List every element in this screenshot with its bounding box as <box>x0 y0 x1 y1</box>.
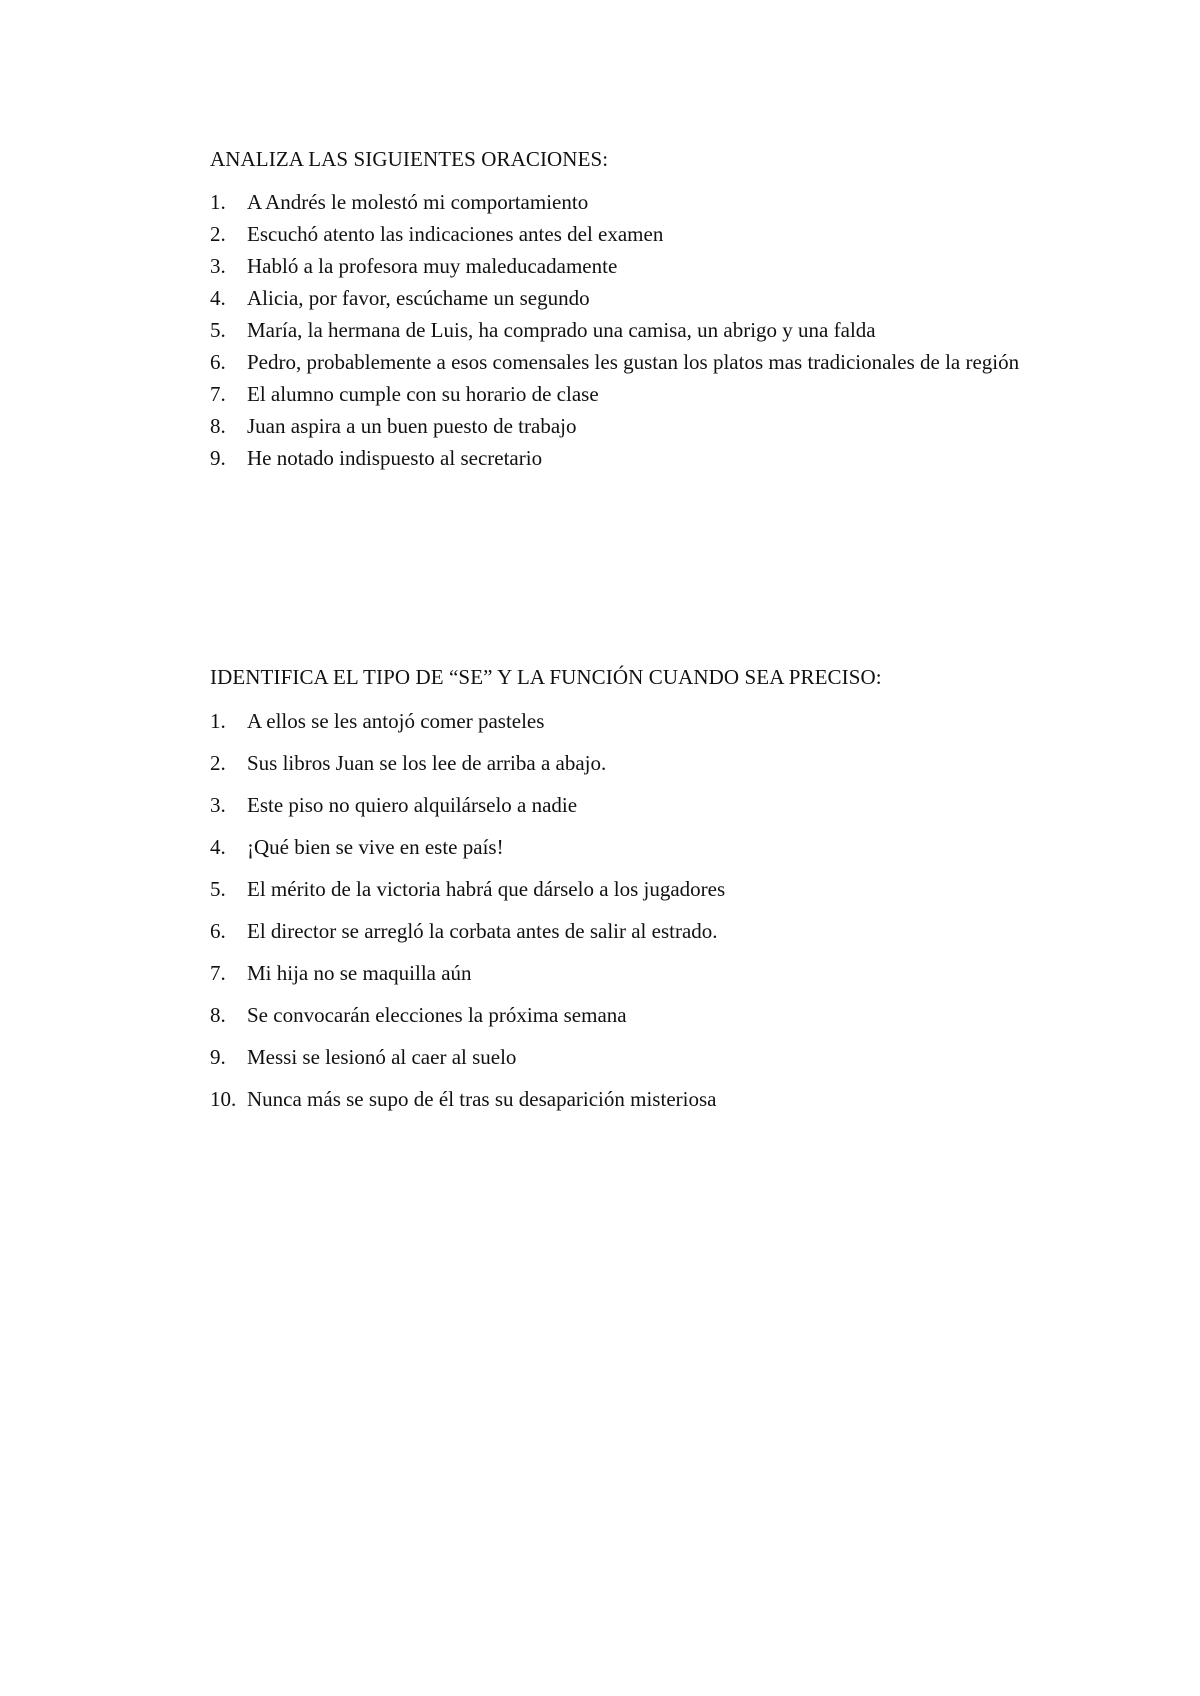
list-item <box>210 410 1070 442</box>
list-item <box>210 708 1070 734</box>
item-number: 4. <box>210 286 226 310</box>
item-number: 6. <box>210 350 226 374</box>
item-text: María, la hermana de Luis, ha comprado una camisa, un abrigo y una falda <box>247 318 876 342</box>
item-text: Nunca más se supo de él tras su desaparición misteriosa <box>247 1087 717 1111</box>
item-text: A ellos se les antojó comer pasteles <box>247 709 545 733</box>
se-identification-section <box>210 664 1070 1128</box>
item-text: El mérito de la victoria habrá que dárselo a los jugadores <box>247 877 726 901</box>
list-item <box>210 346 1070 378</box>
list-item <box>210 218 1070 250</box>
item-text: Pedro, probablemente a esos comensales les gustan los platos mas tradicionales de la región <box>247 350 1020 374</box>
item-number: 8. <box>210 414 226 438</box>
item-text: Habló a la profesora muy maleducadamente <box>247 254 618 278</box>
item-number: 4. <box>210 835 226 859</box>
item-number: 6. <box>210 919 226 943</box>
item-number: 5. <box>210 877 226 901</box>
se-identification-list <box>210 708 1070 1112</box>
item-text: Alicia, por favor, escúchame un segundo <box>247 286 590 310</box>
item-text: Messi se lesionó al caer al suelo <box>247 1045 517 1069</box>
list-item <box>210 792 1070 818</box>
item-number: 8. <box>210 1003 226 1027</box>
item-number: 5. <box>210 318 226 342</box>
item-text: Mi hija no se maquilla aún <box>247 961 472 985</box>
item-text: A Andrés le molestó mi comportamiento <box>247 190 589 214</box>
list-item <box>210 918 1070 944</box>
item-text: Juan aspira a un buen puesto de trabajo <box>247 414 577 438</box>
item-number: 2. <box>210 751 226 775</box>
list-item <box>210 186 1070 218</box>
item-number: 1. <box>210 190 226 214</box>
item-number: 7. <box>210 961 226 985</box>
se-identification-heading: IDENTIFICA EL TIPO DE “SE” Y LA FUNCIÓN CUANDO SEA PRECISO: <box>210 665 882 689</box>
item-text: Escuchó atento las indicaciones antes del examen <box>247 222 664 246</box>
item-number: 3. <box>210 254 226 278</box>
list-item <box>210 250 1070 282</box>
list-item <box>210 1086 1070 1112</box>
item-text: ¡Qué bien se vive en este país! <box>247 835 504 859</box>
list-item <box>210 876 1070 902</box>
list-item <box>210 314 1070 346</box>
item-number: 9. <box>210 446 226 470</box>
analysis-section <box>210 146 1070 474</box>
item-number: 10. <box>210 1087 237 1111</box>
list-item <box>210 834 1070 860</box>
item-number: 1. <box>210 709 226 733</box>
list-item <box>210 960 1070 986</box>
item-text: Sus libros Juan se los lee de arriba a abajo. <box>247 751 607 775</box>
list-item <box>210 378 1070 410</box>
list-item <box>210 750 1070 776</box>
item-number: 2. <box>210 222 226 246</box>
list-item <box>210 1002 1070 1028</box>
list-item <box>210 442 1070 474</box>
item-text: He notado indispuesto al secretario <box>247 446 543 470</box>
analysis-list <box>210 186 1070 474</box>
item-text: Se convocarán elecciones la próxima semana <box>247 1003 627 1027</box>
item-text: El director se arregló la corbata antes de salir al estrado. <box>247 919 718 943</box>
list-item <box>210 1044 1070 1070</box>
item-number: 7. <box>210 382 226 406</box>
item-text: Este piso no quiero alquilárselo a nadie <box>247 793 578 817</box>
list-item <box>210 282 1070 314</box>
item-number: 3. <box>210 793 226 817</box>
analysis-heading: ANALIZA LAS SIGUIENTES ORACIONES: <box>210 147 609 171</box>
item-number: 9. <box>210 1045 226 1069</box>
item-text: El alumno cumple con su horario de clase <box>247 382 599 406</box>
